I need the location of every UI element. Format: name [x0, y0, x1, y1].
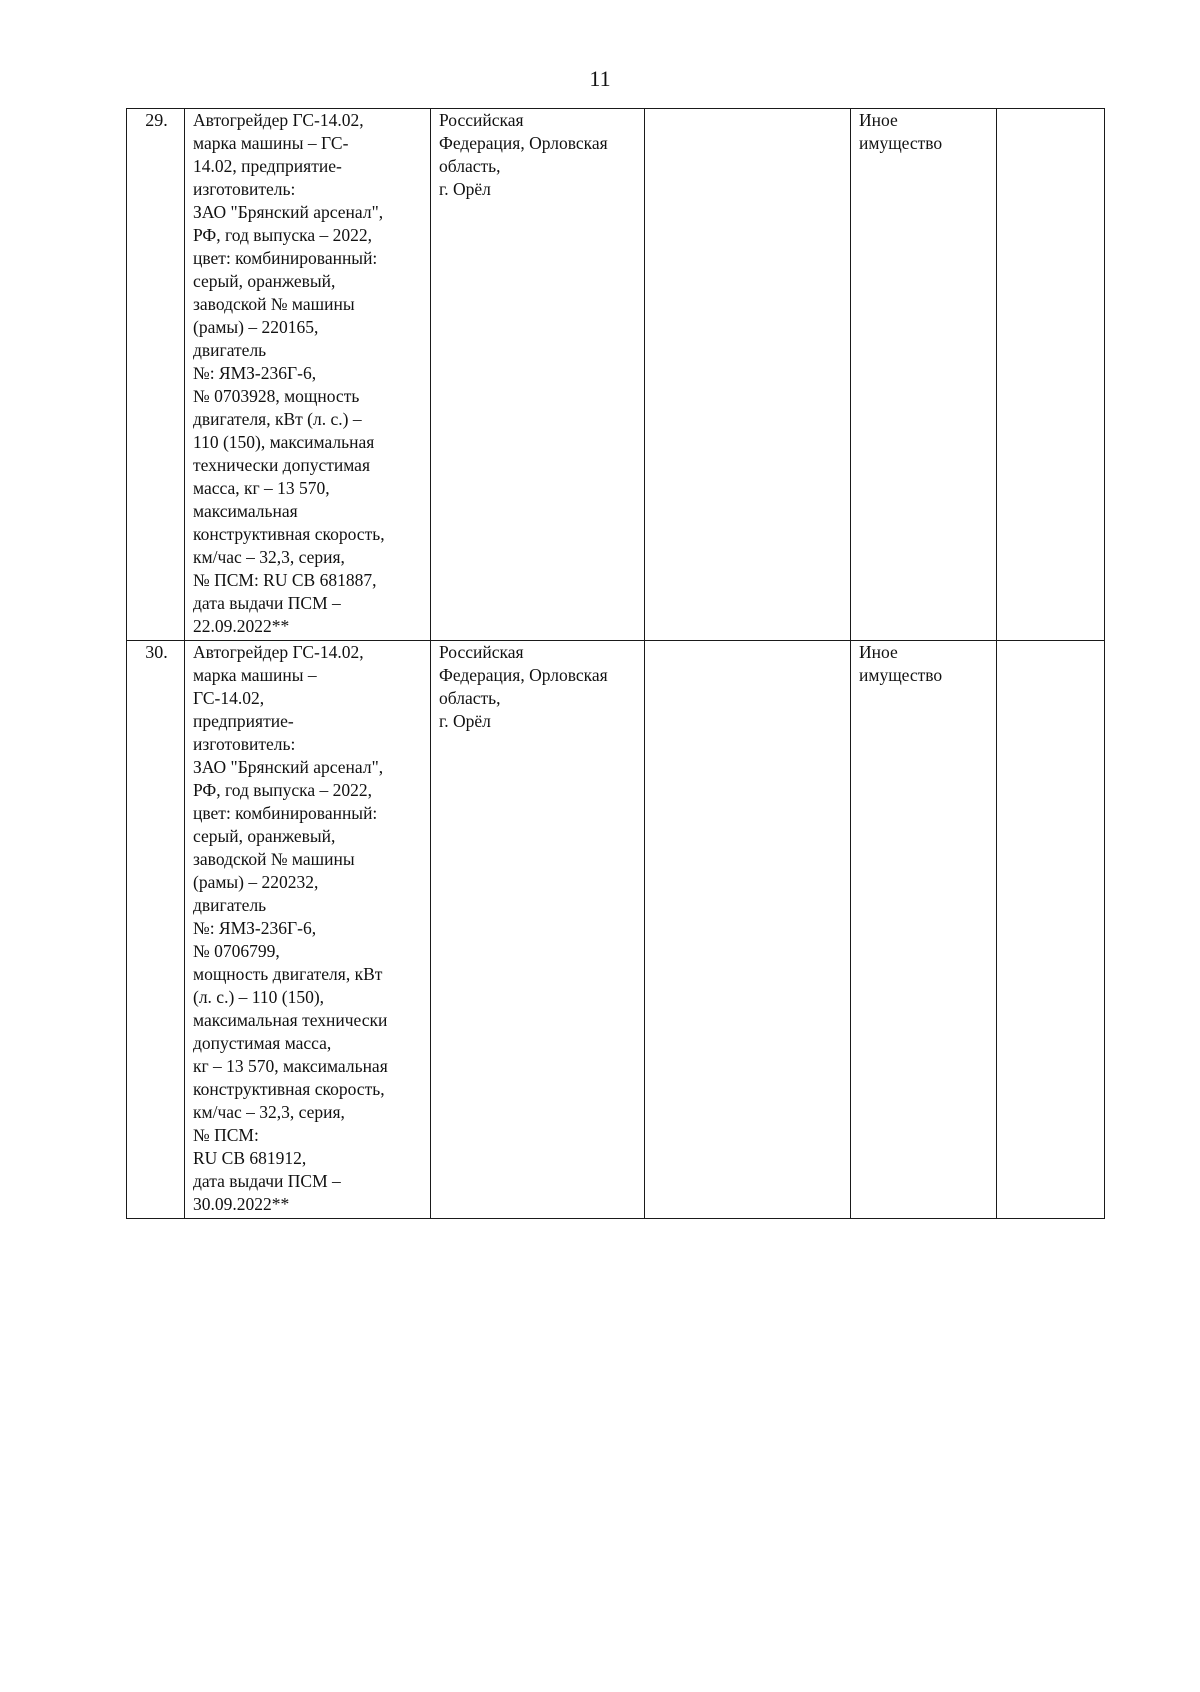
description-line: мощность двигателя, кВт	[193, 964, 383, 984]
description-line: №: ЯМЗ-236Г-6,	[193, 363, 317, 383]
description-line: двигателя, кВт (л. с.) –	[193, 409, 362, 429]
description-line: (л. с.) – 110 (150),	[193, 987, 325, 1007]
description-line: №: ЯМЗ-236Г-6,	[193, 918, 317, 938]
description-line: 22.09.2022**	[193, 616, 290, 636]
description-line: кг – 13 570, максимальная	[193, 1056, 388, 1076]
description-line: заводской № машины	[193, 294, 355, 314]
description-line: заводской № машины	[193, 849, 355, 869]
description-line: максимальная	[193, 501, 298, 521]
description-line: двигатель	[193, 340, 267, 360]
property-type-line: имущество	[859, 133, 943, 153]
description-line: конструктивная скорость,	[193, 1079, 385, 1099]
description-line: масса, кг – 13 570,	[193, 478, 330, 498]
description-line: 14.02, предприятие-	[193, 156, 342, 176]
description-line: ЗАО "Брянский арсенал",	[193, 202, 384, 222]
description-line: Автогрейдер ГС-14.02,	[193, 642, 364, 662]
table-row	[127, 109, 1105, 641]
location-cell	[431, 109, 645, 641]
property-table	[126, 108, 1105, 1219]
description-line: конструктивная скорость,	[193, 524, 385, 544]
description-line: максимальная технически	[193, 1010, 388, 1030]
description-line: № 0703928, мощность	[193, 386, 360, 406]
description-line: дата выдачи ПСМ –	[193, 593, 341, 613]
location-cell	[431, 641, 645, 1219]
description-line: ГС-14.02,	[193, 688, 265, 708]
table-row	[127, 641, 1105, 1219]
description-line: (рамы) – 220165,	[193, 317, 319, 337]
location-line: Федерация, Орловская	[439, 665, 608, 685]
location-line: г. Орёл	[439, 179, 491, 199]
empty-cell	[997, 641, 1105, 1219]
description-line: цвет: комбинированный:	[193, 803, 378, 823]
description-line: № ПСМ:	[193, 1125, 259, 1145]
empty-cell	[645, 109, 851, 641]
row-number: 30.	[127, 641, 185, 1219]
description-line: 30.09.2022**	[193, 1194, 290, 1214]
description-line: изготовитель:	[193, 734, 296, 754]
description-line: марка машины –	[193, 665, 317, 685]
description-line: RU CB 681912,	[193, 1148, 307, 1168]
description-line: двигатель	[193, 895, 267, 915]
description-line: № ПСМ: RU CB 681887,	[193, 570, 377, 590]
property-type-line: имущество	[859, 665, 943, 685]
location-line: область,	[439, 156, 501, 176]
property-type-cell	[851, 641, 997, 1219]
location-line: Российская	[439, 110, 524, 130]
empty-cell	[645, 641, 851, 1219]
description-line: км/час – 32,3, серия,	[193, 547, 345, 567]
row-number: 29.	[127, 109, 185, 641]
location-line: г. Орёл	[439, 711, 491, 731]
description-line: допустимая масса,	[193, 1033, 332, 1053]
description-line: серый, оранжевый,	[193, 826, 336, 846]
location-line: Российская	[439, 642, 524, 662]
description-line: ЗАО "Брянский арсенал",	[193, 757, 384, 777]
description-line: изготовитель:	[193, 179, 296, 199]
property-type-line: Иное	[859, 110, 898, 130]
description-line: серый, оранжевый,	[193, 271, 336, 291]
description-cell	[185, 109, 431, 641]
empty-cell	[997, 109, 1105, 641]
description-line: № 0706799,	[193, 941, 280, 961]
property-type-line: Иное	[859, 642, 898, 662]
description-line: Автогрейдер ГС-14.02,	[193, 110, 364, 130]
description-line: марка машины – ГС-	[193, 133, 349, 153]
description-line: технически допустимая	[193, 455, 370, 475]
description-line: РФ, год выпуска – 2022,	[193, 225, 373, 245]
property-type-cell	[851, 109, 997, 641]
description-cell	[185, 641, 431, 1219]
description-line: РФ, год выпуска – 2022,	[193, 780, 373, 800]
description-line: дата выдачи ПСМ –	[193, 1171, 341, 1191]
description-line: цвет: комбинированный:	[193, 248, 378, 268]
description-line: 110 (150), максимальная	[193, 432, 375, 452]
location-line: область,	[439, 688, 501, 708]
description-line: км/час – 32,3, серия,	[193, 1102, 345, 1122]
description-line: (рамы) – 220232,	[193, 872, 319, 892]
page-number: 11	[589, 66, 611, 91]
location-line: Федерация, Орловская	[439, 133, 608, 153]
description-line: предприятие-	[193, 711, 294, 731]
